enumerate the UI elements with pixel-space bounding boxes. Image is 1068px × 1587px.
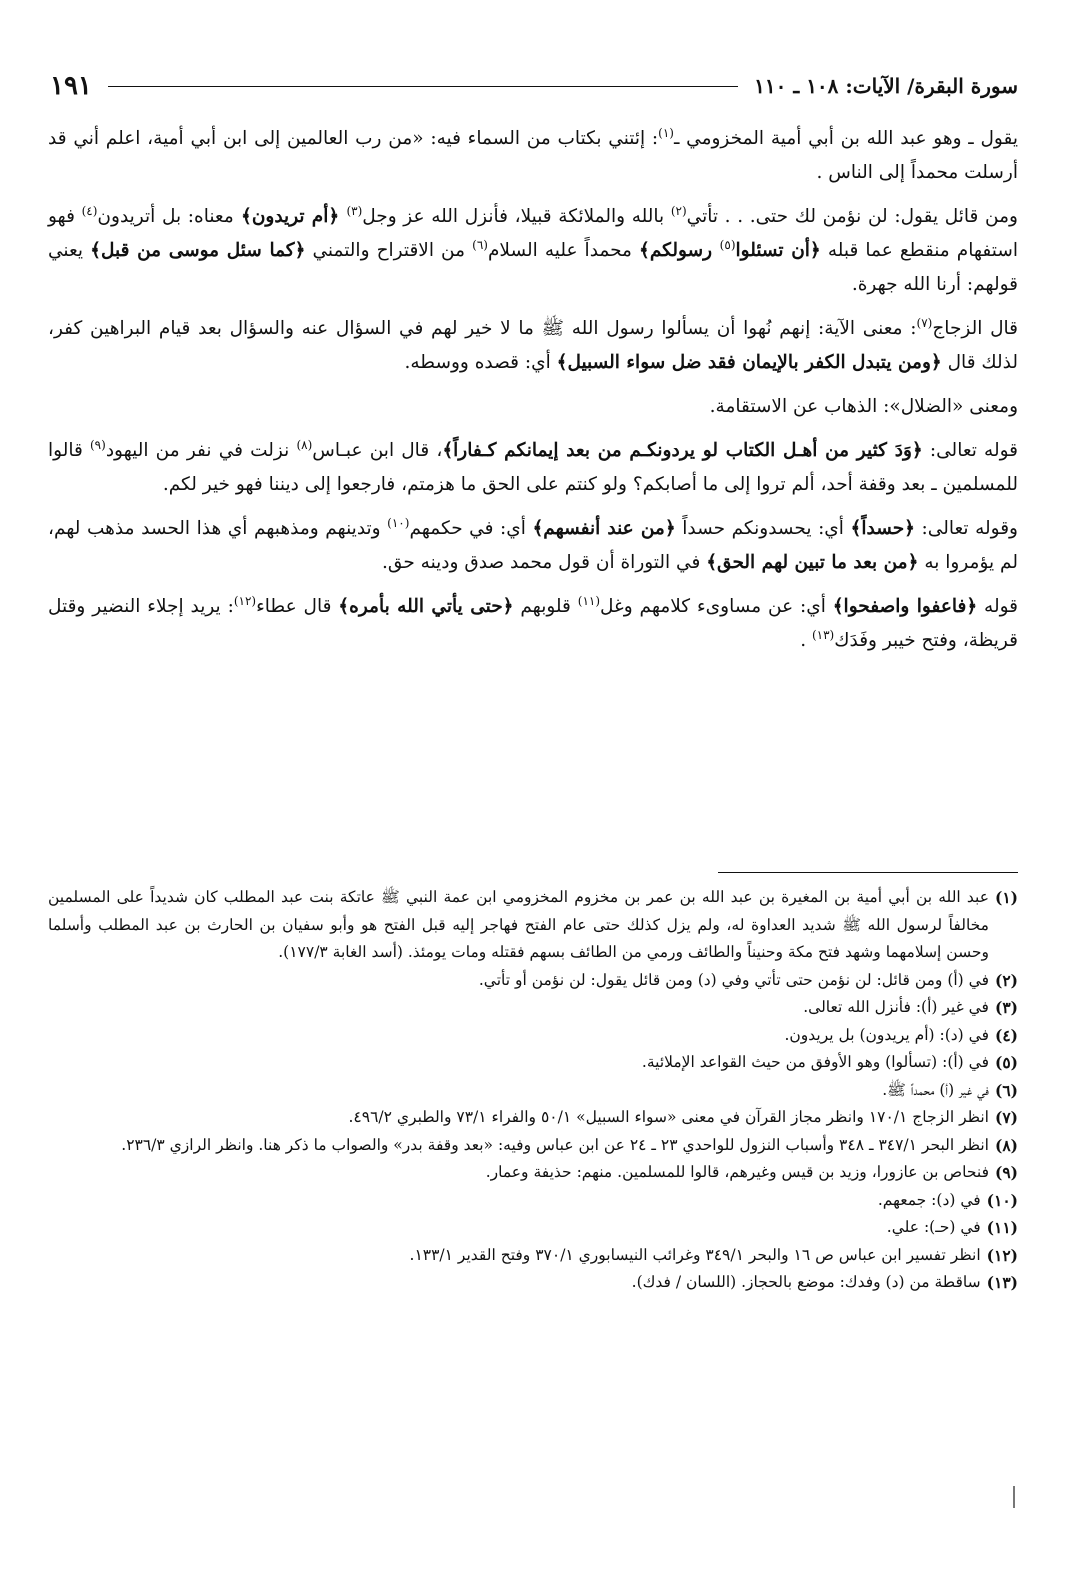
footnote-separator	[718, 872, 1018, 873]
footnote-text: في غير (أ): فأنزل الله تعالى.	[803, 998, 989, 1016]
paragraph-2	[48, 200, 1018, 302]
footnote-ref: (٣)	[346, 203, 363, 218]
main-text	[48, 122, 1018, 668]
text-run: : يريد إجلاء النضير وقتل قريظة، وفتح خيبر وفَدَك	[48, 596, 1018, 651]
quran-quote: رسولكم﴾	[639, 240, 720, 261]
quran-quote: ﴿أن تسئلوا	[735, 240, 821, 261]
footnote-number: (١)	[994, 888, 1018, 907]
footnote-number: (١٠)	[986, 1190, 1018, 1210]
footnote-number: (٧)	[994, 1108, 1018, 1127]
footnote-item	[48, 994, 1018, 1022]
footnote-text: ساقطة من (د) وفدك: موضع بالحجاز. (اللسان / فدك).	[631, 1273, 981, 1291]
footnote-number: (١٢)	[986, 1245, 1018, 1265]
text-run: وقوله تعالى:	[914, 518, 1018, 539]
paragraph-3	[48, 312, 1018, 380]
footnote-text: انظر تفسير ابن عباس ص ١٦ والبحر ٣٤٩/١ وغرائب النيسابوري ٣٧٠/١ وفتح القدير ١٣٣/١.	[409, 1245, 981, 1264]
footnote-text: في (د): (أم يريدون) بل يريدون.	[784, 1025, 989, 1044]
text-run: في التوراة أن قول محمد صدق ودينه حق.	[382, 552, 707, 573]
footnote-text: فنحاص بن عازورا، وزيد بن قيس وغيرهم، قالوا للمسلمين. منهم: حذيفة وعمار.	[485, 1163, 989, 1181]
text-run: ومن قائل يقول: لن نؤمن لك حتى. . . تأتي	[686, 206, 1018, 227]
footnote-ref: (٩)	[89, 437, 106, 452]
text-run: نزلت في نفر من اليهود	[105, 440, 297, 461]
footnote-text: في (د): جمعهم.	[877, 1190, 981, 1209]
quran-quote: ﴿وَدَ كثير من أهـل الكتاب لو يردونكـم من بعد إيمانكم كـفاراً﴾	[442, 440, 923, 461]
page-number: ١٩١	[50, 71, 92, 101]
text-run: قلوبهم	[513, 596, 578, 617]
footnote-ref: (١٢)	[233, 593, 257, 608]
footnote-text: في (حـ): علي.	[886, 1218, 981, 1236]
text-run: : إئتني بكتاب من السماء فيه: «من رب العالمين إلى ابن أبي أمية، اعلم أني قد أرسلت محمداً إلى الناس .	[48, 128, 1018, 183]
text-run: بالله والملائكة قبيلا، فأنزل الله عز وجل	[362, 206, 671, 227]
footnote-number: (٤)	[994, 1025, 1018, 1045]
footnote-ref: (٨)	[296, 437, 313, 452]
footnote-item	[48, 1269, 1018, 1297]
footnote-ref: (١٣)	[811, 627, 835, 642]
footnote-item	[48, 1049, 1018, 1077]
text-run: فهو استفهام منقطع عما قبله	[48, 206, 1018, 261]
footnote-text: في غير (أ) محمداً ﷺ.	[882, 1080, 989, 1099]
footnote-number: (٩)	[994, 1163, 1018, 1182]
paragraph-1	[48, 122, 1018, 190]
footnote-text: انظر البحر ٣٤٧/١ ـ ٣٤٨ وأسباب النزول للواحدي ٢٣ ـ ٢٤ عن ابن عباس وفيه: «بعد وقفة بدر» والصواب ما ذكر هنا. وانظر الرازي ٢٣٦/٣.	[121, 1135, 989, 1154]
text-run: : معنى الآية: إنهم نُهوا أن يسألوا رسول الله ﷺ ما لا خير لهم في السؤال عنه والسؤال بعد قيام البراهين كفر، لذلك قال	[48, 318, 1018, 373]
footnote-item	[48, 1242, 1018, 1270]
scan-margin-mark	[1013, 1486, 1015, 1508]
footnote-item	[48, 1159, 1018, 1187]
footnote-item	[48, 1132, 1018, 1160]
footnotes	[48, 884, 1018, 1297]
quran-quote: ﴿ومن يتبدل الكفر بالإيمان فقد ضل سواء السبيل﴾	[556, 352, 942, 373]
text-run: من الاقتراح والتمني	[305, 240, 473, 261]
footnote-text: في (أ): (تسألوا) وهو الأوفق من حيث القواعد الإملائية.	[641, 1053, 989, 1071]
quran-quote: ﴿حسداً﴾	[850, 518, 915, 539]
header-rule	[108, 86, 738, 87]
quran-quote: ﴿من بعد ما تبين لهم الحق﴾	[706, 552, 919, 573]
paragraph-5	[48, 434, 1018, 502]
footnote-number: (٣)	[994, 998, 1018, 1017]
quran-quote: ﴿أم تريدون﴾	[233, 206, 347, 227]
footnote-ref: (٢)	[670, 203, 687, 218]
footnote-ref: (٤)	[81, 203, 98, 218]
footnote-number: (١٣)	[986, 1273, 1018, 1292]
footnote-item	[48, 1022, 1018, 1050]
text-run: قال الزجاج	[932, 318, 1018, 339]
footnote-text: انظر الزجاج ١٧٠/١ وانظر مجاز القرآن في معنى «سواء السبيل» ٥٠/١ والفراء ٧٣/١ والطبري ٤٩٦/٢.	[348, 1108, 989, 1126]
footnote-item	[48, 1187, 1018, 1215]
text-run: أي: قصده ووسطه.	[404, 352, 557, 373]
quran-quote: ﴿كما سئل موسى من قبل﴾	[90, 240, 306, 261]
footnote-ref: (١١)	[577, 593, 601, 608]
text-run: ومعنى «الضلال»: الذهاب عن الاستقامة.	[709, 396, 1018, 417]
quran-quote: ﴿فاعفوا واصفحوا﴾	[832, 596, 978, 617]
footnote-ref: (٦)	[472, 237, 488, 252]
text-run: ، قال ابن عبـاس	[312, 440, 443, 461]
text-run: يقول ـ وهو عبد الله بن أبي أمية المخزومي ـ	[673, 128, 1018, 149]
footnote-number: (٦)	[994, 1080, 1018, 1100]
paragraph-6	[48, 512, 1018, 580]
footnote-text: في (أ) ومن قائل: لن نؤمن حتى تأتي وفي (د) ومن قائل يقول: لن نؤمن أو تأتي.	[478, 970, 989, 989]
text-run: .	[800, 630, 812, 651]
footnote-number: (٥)	[994, 1053, 1018, 1072]
text-run: يعني قولهم: أرنا الله جهرة.	[48, 240, 1018, 295]
footnote-item	[48, 1214, 1018, 1242]
paragraph-7	[48, 590, 1018, 658]
text-run: معناه: بل أتريدون	[97, 206, 234, 227]
footnote-item	[48, 884, 1018, 967]
text-run: وتدينهم ومذهبهم أي هذا الحسد مذهب لهم، لم يؤمروا به	[48, 518, 1018, 573]
text-run: قوله تعالى:	[922, 440, 1019, 461]
running-header	[50, 66, 1018, 106]
footnote-item	[48, 1077, 1018, 1105]
footnote-text: عبد الله بن أبي أمية بن المغيرة بن عبد الله بن عمر بن مخزوم المخزومي ابن عمة النبي ﷺ عاتكة بنت عبد المطلب كان شديداً على المسلمين مخالفاً لرسول الله ﷺ شديد العداوة له، ولم يزل كذلك حتى عام الفتح فهاجر إليه قبل الفتح هو وأبو سفيان بن الحارث بن عبد المطلب وأسلما وحسن إسلامهما وشهد فتح مكة وحنيناً والطائف ورمي من الطائف بسهم فقتله ومات يومئذ. (أسد الغابة ١٧٧/٣).	[48, 888, 989, 961]
footnote-number: (٨)	[994, 1135, 1018, 1155]
paragraph-4	[48, 390, 1018, 424]
quran-quote: ﴿حتى يأتي الله بأمره﴾	[338, 596, 514, 617]
footnote-ref: (٥)	[719, 237, 736, 252]
text-run: قالوا للمسلمين ـ بعد وقفة أحد، ألم تروا إلى ما أصابكم؟ ولو كنتم على الحق ما هزمتم، فارجعوا إلى ديننا فهو خير لكم.	[48, 440, 1018, 495]
text-run: أي: في حكمهم	[409, 518, 533, 539]
footnote-ref: (٧)	[916, 315, 933, 330]
footnote-number: (٢)	[994, 970, 1018, 990]
footnote-ref: (١)	[658, 125, 674, 140]
quran-quote: ﴿من عند أنفسهم﴾	[532, 518, 676, 539]
text-run: قال عطاء	[256, 596, 339, 617]
footnote-number: (١١)	[986, 1218, 1018, 1237]
text-run: أي: عن مساوىء كلامهم وغل	[600, 596, 833, 617]
text-run: أي: يحسدونكم حسداً	[675, 518, 851, 539]
footnote-ref: (١٠)	[387, 515, 410, 530]
surah-verses-title: سورة البقرة/ الآيات: ١٠٨ ـ ١١٠	[754, 74, 1018, 98]
text-run: محمداً عليه السلام	[487, 240, 640, 261]
footnote-item	[48, 1104, 1018, 1132]
text-run: قوله	[977, 596, 1019, 617]
footnote-item	[48, 967, 1018, 995]
